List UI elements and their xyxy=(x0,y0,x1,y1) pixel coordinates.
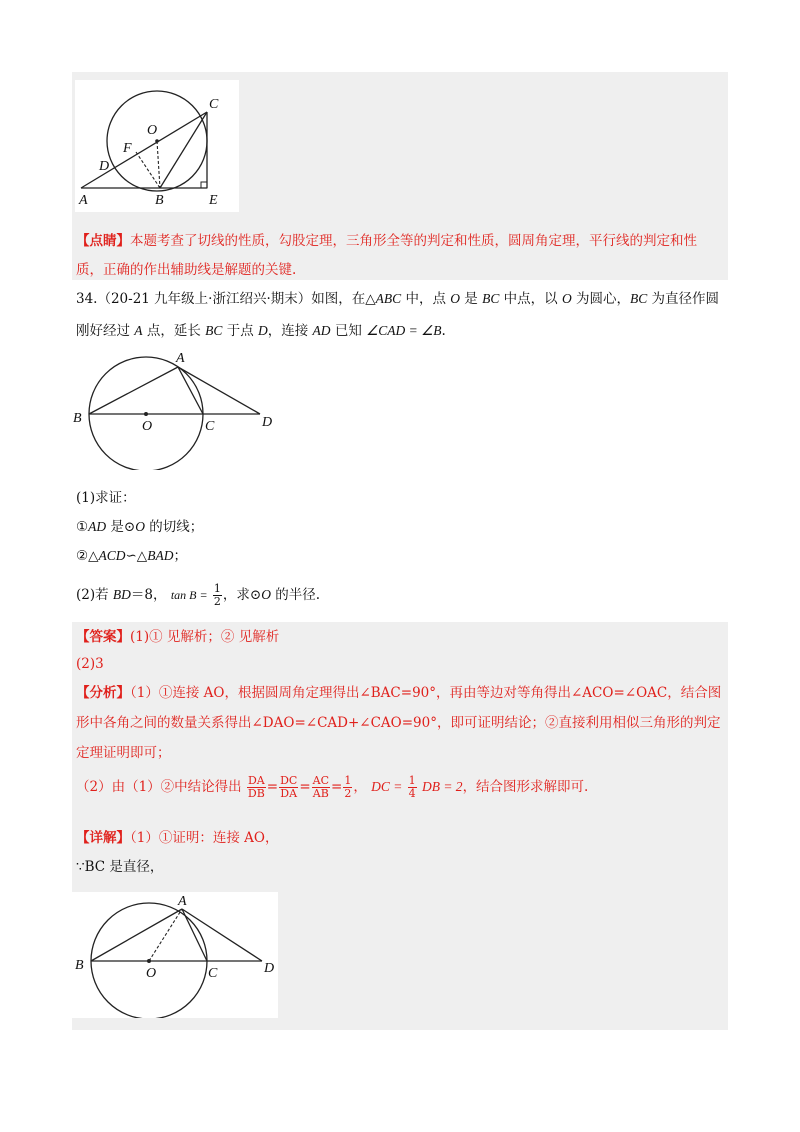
q34-p2-end: 的半径. xyxy=(270,587,321,603)
q34-bc2: BC xyxy=(630,291,648,306)
q34-line-2 xyxy=(76,321,446,341)
frac3-num: AC xyxy=(312,774,329,787)
q34-p2-post: ，求⊙ xyxy=(222,587,262,603)
label-B: B xyxy=(155,193,164,208)
frac2-num: DC xyxy=(280,774,298,787)
q34-bc: BC xyxy=(482,291,500,306)
answer-text-1: (1)① 见解析；② 见解析 xyxy=(130,629,280,645)
fenxi-db: DB = 2 xyxy=(421,779,463,794)
tangent-figure-1-svg xyxy=(75,80,239,212)
label-D: D xyxy=(99,159,110,174)
dianjing-text-2: 质，正确的作出辅助线是解题的关键. xyxy=(76,262,297,278)
q34-p2-bd: BD xyxy=(112,587,131,602)
label-F: F xyxy=(123,141,132,156)
frac5-num: 1 xyxy=(408,774,416,787)
xiangjie-tag: 【详解】 xyxy=(76,830,130,846)
dianjing-text-1: 本题考查了切线的性质，勾股定理，三角形全等的判定和性质，圆周角定理，平行线的判定和性 xyxy=(130,233,697,249)
q34-text-c: 中点，以 xyxy=(499,291,562,307)
q34-label-D: D xyxy=(262,415,273,430)
label-A: A xyxy=(79,193,88,208)
frac-one-quarter xyxy=(408,775,417,800)
q34-l2-f: . xyxy=(441,323,446,339)
frac-da-db xyxy=(247,775,266,800)
q34-text-a: 中，点 xyxy=(401,291,451,307)
q34-p1a-o: O xyxy=(135,519,145,534)
fenxi-line-1 xyxy=(76,683,721,703)
fenxi-text-1: （1）①连接 AO，根据圆周角定理得出∠BAC=90°，再由等边对等角得出∠ACO=∠OAC，结合图 xyxy=(130,685,722,701)
answer-line-1 xyxy=(76,627,279,647)
frac-one-half xyxy=(343,775,352,800)
q34-p1b-acd: ACD xyxy=(98,548,126,563)
label-C: C xyxy=(209,97,219,112)
q34-p2-tan: tan B = xyxy=(170,588,208,602)
frac-dc-da xyxy=(279,775,298,800)
q34-part1-text: (1)求证： xyxy=(76,490,136,506)
q34-text-e: 为直径作圆 xyxy=(647,291,720,307)
q34-p2-fraction xyxy=(213,583,222,608)
answer-figure xyxy=(72,892,278,1018)
q34-abc: ABC xyxy=(375,291,402,306)
q34-figure-svg xyxy=(70,350,280,470)
label-E: E xyxy=(209,193,218,208)
q34-o: O xyxy=(450,291,460,306)
xiangjie-text-2: ∵BC 是直径， xyxy=(76,859,164,875)
q34-label-A: A xyxy=(176,351,185,366)
dianjing-tag: 【点睛】 xyxy=(76,233,130,249)
q34-l2-D: D xyxy=(258,323,268,338)
fenxi-tag: 【分析】 xyxy=(76,685,130,701)
dianjing-line-1 xyxy=(76,231,697,251)
q34-p1a-pre: ① xyxy=(76,519,89,535)
q34-l2-d: ，连接 xyxy=(267,323,313,339)
ans-label-B: B xyxy=(75,958,84,973)
frac1-num: DA xyxy=(247,774,265,787)
fenxi-line-4: （2）由（1）②中结论得出 $\frac{DA}{DB}$ = $\frac{DC}{DA}$ = $\frac{AC}{AB}$ = $\frac{1}{2}$ ， DC = $\frac{1}{4}$ DB = 2，结合图形求解即可. xyxy=(76,774,589,800)
answer-figure-svg xyxy=(72,892,278,1018)
q34-p2-eq: ＝8， xyxy=(130,587,167,603)
frac2-den: DA xyxy=(280,787,298,800)
q34-p1a-post: 是⊙ xyxy=(106,519,136,535)
q34-p1b-bad: BAD xyxy=(147,548,174,563)
q34-p2-den: 2 xyxy=(213,595,221,608)
q34-p1a-end: 的切线； xyxy=(144,519,204,535)
q34-text-b: 是 xyxy=(460,291,483,307)
q34-angle-condition: ∠CAD = ∠B xyxy=(366,323,442,338)
q34-p1b-end: ； xyxy=(173,548,187,564)
q34-l2-A: A xyxy=(134,323,143,338)
q34-text-d: 为圆心， xyxy=(571,291,630,307)
q34-part1b xyxy=(76,546,187,566)
frac5-den: 4 xyxy=(408,787,416,800)
tangent-figure-1 xyxy=(75,80,239,212)
frac4-num: 1 xyxy=(344,774,352,787)
ans-label-A: A xyxy=(178,894,187,909)
answer-text-2: (2)3 xyxy=(76,656,104,672)
xiangjie-line-2 xyxy=(76,857,163,877)
ans-label-O: O xyxy=(146,966,157,981)
frac-ac-ab xyxy=(312,775,330,800)
q34-part2 xyxy=(76,580,320,610)
q34-p1b-sim: ∽△ xyxy=(125,548,148,564)
q34-l2-BC: BC xyxy=(205,323,223,338)
xiangjie-text-1: （1）①证明：连接 AO， xyxy=(130,830,279,846)
q34-p2-o: O xyxy=(261,587,271,602)
q34-label-B: B xyxy=(73,411,82,426)
answer-tag: 【答案】 xyxy=(76,629,130,645)
label-O: O xyxy=(147,123,158,138)
q34-p2-num: 1 xyxy=(213,582,221,595)
q34-p2-pre: (2)若 xyxy=(76,587,113,603)
q34-p1a-ad: AD xyxy=(88,519,107,534)
fenxi-dc: DC = xyxy=(371,779,403,794)
xiangjie-line-1 xyxy=(76,828,278,848)
frac1-den: DB xyxy=(247,787,265,800)
q34-o2: O xyxy=(561,291,572,306)
ans-label-C: C xyxy=(208,966,218,981)
q34-l2-a: 刚好经过 xyxy=(76,323,135,339)
q34-l2-e: 已知 xyxy=(330,323,367,339)
q34-figure xyxy=(70,350,280,470)
answer-line-2 xyxy=(76,654,104,674)
fenxi-line-3 xyxy=(76,743,171,763)
fenxi-line-2 xyxy=(76,713,721,733)
q34-l2-c: 于点 xyxy=(222,323,258,339)
q34-part1-heading xyxy=(76,488,136,508)
q34-label-O: O xyxy=(142,419,153,434)
dianjing-line-2 xyxy=(76,260,296,280)
fenxi-text-4-pre: （2）由（1）②中结论得出 xyxy=(76,779,242,795)
q34-line-1 xyxy=(76,289,719,309)
frac4-den: 2 xyxy=(344,787,352,800)
q34-p1b-pre: ②△ xyxy=(76,548,99,564)
fenxi-text-4-post: ，结合图形求解即可. xyxy=(462,779,589,795)
q34-part1a xyxy=(76,517,203,537)
q34-label-C: C xyxy=(205,419,215,434)
ans-label-D: D xyxy=(264,961,275,976)
frac3-den: AB xyxy=(312,787,329,800)
q34-l2-b: 点，延长 xyxy=(142,323,206,339)
fenxi-text-3: 定理证明即可； xyxy=(76,745,171,761)
fenxi-text-2: 形中各角之间的数量关系得出∠DAO=∠CAD+∠CAO=90°，即可证明结论；②直接利用相似三角形的判定 xyxy=(76,715,721,731)
q34-source: 34.（20-21 九年级上·浙江绍兴·期末）如图，在△ xyxy=(76,291,376,307)
q34-l2-AD: AD xyxy=(312,323,331,338)
